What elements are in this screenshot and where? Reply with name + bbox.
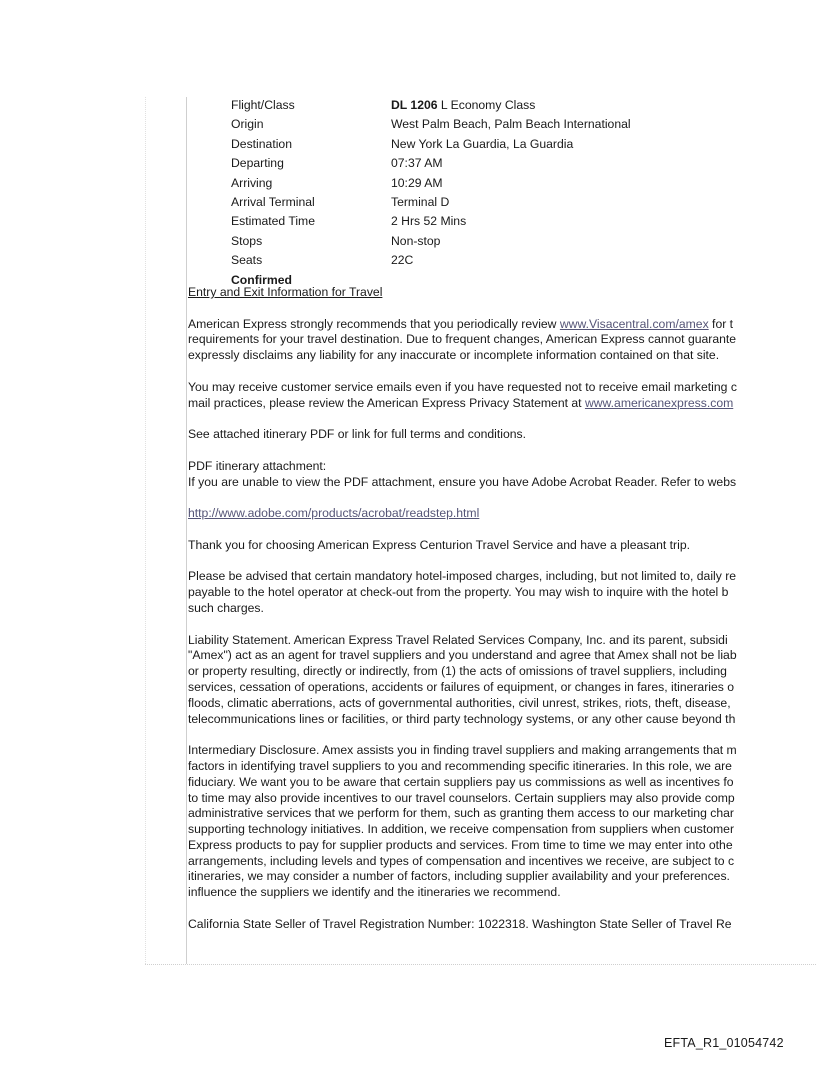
left-border [186,97,187,964]
liability-paragraph-line: services, cessation of operations, accidents or failures of equipment, or changes in fares, itineraries o [188,679,735,694]
flight-row-flight-class [231,96,631,115]
entry-text: American Express strongly recommends that you periodically review [188,316,560,331]
booking-status: Confirmed [231,272,292,287]
bottom-border [145,964,816,965]
flight-row-stops [231,232,631,251]
adobe-reader-link[interactable]: http://www.adobe.com/products/acrobat/readstep.html [188,506,480,521]
liability-paragraph-line: floods, climatic aberrations, acts of governmental authorities, civil unrest, strikes, riots, theft, disease, [188,695,731,710]
pdf-attachment-label: PDF itinerary attachment: [188,458,327,473]
seats-value: 22C [391,253,414,268]
liability-paragraph-line: telecommunications lines or facilities, or third party technology systems, or any other cause beyond th [188,711,736,726]
departing-label: Departing [231,156,284,171]
flight-row-arrival-terminal [231,193,631,212]
liability-paragraph-line: Liability Statement. American Express Travel Related Services Company, Inc. and its parent, subsidi [188,632,728,647]
seats-label: Seats [231,253,263,268]
origin-label: Origin [231,117,264,132]
arrival-terminal-label: Arrival Terminal [231,194,315,209]
flight-value [391,96,535,115]
destination-label: Destination [231,136,292,151]
intermediary-paragraph-line: influence the suppliers we identify and the itineraries we recommend. [188,885,561,900]
estimated-time-value: 2 Hrs 52 Mins [391,214,467,229]
intermediary-paragraph-line: fiduciary. We want you to be aware that certain suppliers pay us commissions as well as incentives fo [188,774,734,789]
stops-value: Non-stop [391,233,441,248]
pdf-attachment-text: If you are unable to view the PDF attachment, ensure you have Adobe Acrobat Reader. Refer to webs [188,474,737,489]
entry-paragraph-line [188,317,816,333]
americanexpress-link[interactable]: www.americanexpress.com [584,395,734,410]
intermediary-paragraph-line: itineraries, we may consider a number of factors, including supplier availability and your preferences. [188,869,730,884]
flight-row-departing [231,154,631,173]
hotel-paragraph-line: such charges. [188,600,264,615]
intermediary-paragraph-line: administrative services that we perform for them, such as granting them access to our marketing char [188,806,734,821]
flight-row-origin [231,115,631,134]
flight-row-arriving [231,174,631,193]
arrival-terminal-value: Terminal D [391,194,450,209]
liability-paragraph-line: or property resulting, directly or indirectly, from (1) the acts of omissions of travel suppliers, including [188,664,727,679]
flight-details [231,96,631,290]
flight-row-seats [231,251,631,270]
document-id: EFTA_R1_01054742 [664,1036,784,1050]
visacentral-link[interactable]: www.Visacentral.com/amex [559,316,709,331]
intermediary-paragraph-line: arrangements, including levels and types of compensation and incentives we receive, are subject to c [188,853,735,868]
destination-value: New York La Guardia, La Guardia [391,136,574,151]
flight-row-estimated-time [231,212,631,231]
entry-paragraph-line: requirements for your travel destination. Due to frequent changes, American Express cannot guarante [188,332,737,347]
adobe-reader-link-line [188,506,816,522]
arriving-value: 10:29 AM [391,175,443,190]
flight-label: Flight/Class [231,98,295,112]
intermediary-paragraph-line: factors in identifying travel suppliers to you and recommending specific itineraries. In this role, we are [188,758,732,773]
emails-paragraph-line: You may receive customer service emails even if you have requested not to receive email marketing c [188,379,737,394]
entry-text-tail: for t [708,316,734,331]
flight-row-destination [231,135,631,154]
intermediary-paragraph-line: supporting technology initiatives. In addition, we receive compensation from suppliers when customer [188,822,735,837]
departing-value: 07:37 AM [391,156,443,171]
liability-paragraph-line: "Amex") act as an agent for travel suppliers and you understand and agree that Amex shall not be liab [188,648,737,663]
emails-paragraph-line [188,396,816,412]
estimated-time-label: Estimated Time [231,214,315,229]
intermediary-paragraph-line: Express products to pay for supplier products and services. From time to time we may enter into othe [188,837,733,852]
emails-text: mail practices, please review the American Express Privacy Statement at [188,395,585,410]
thank-you-text: Thank you for choosing American Express Centurion Travel Service and have a pleasant trip. [188,537,690,552]
entry-exit-heading[interactable]: Entry and Exit Information for Travel [188,285,383,299]
origin-value: West Palm Beach, Palm Beach International [391,117,631,132]
intermediary-paragraph-line: to time may also provide incentives to our travel counselors. Certain suppliers may also provide comp [188,790,735,805]
outer-border [145,97,146,964]
intermediary-paragraph-line: Intermediary Disclosure. Amex assists you in finding travel suppliers and making arrangements that m [188,743,737,758]
hotel-paragraph-line: payable to the hotel operator at check-out from the property. You may wish to inquire with the hotel b [188,585,729,600]
hotel-paragraph-line: Please be advised that certain mandatory hotel-imposed charges, including, but not limited to, daily re [188,569,737,584]
california-registration-text: California State Seller of Travel Registration Number: 1022318. Washington State Seller of Travel Re [188,916,732,931]
itinerary-notes [188,285,816,933]
flight-code: DL 1206 [391,98,438,112]
stops-label: Stops [231,233,263,248]
entry-paragraph-line: expressly disclaims any liability for any inaccurate or incomplete information contained on that site. [188,348,720,363]
arriving-label: Arriving [231,175,273,190]
attached-itinerary-text: See attached itinerary PDF or link for full terms and conditions. [188,427,527,442]
flight-class: L Economy Class [437,98,536,112]
